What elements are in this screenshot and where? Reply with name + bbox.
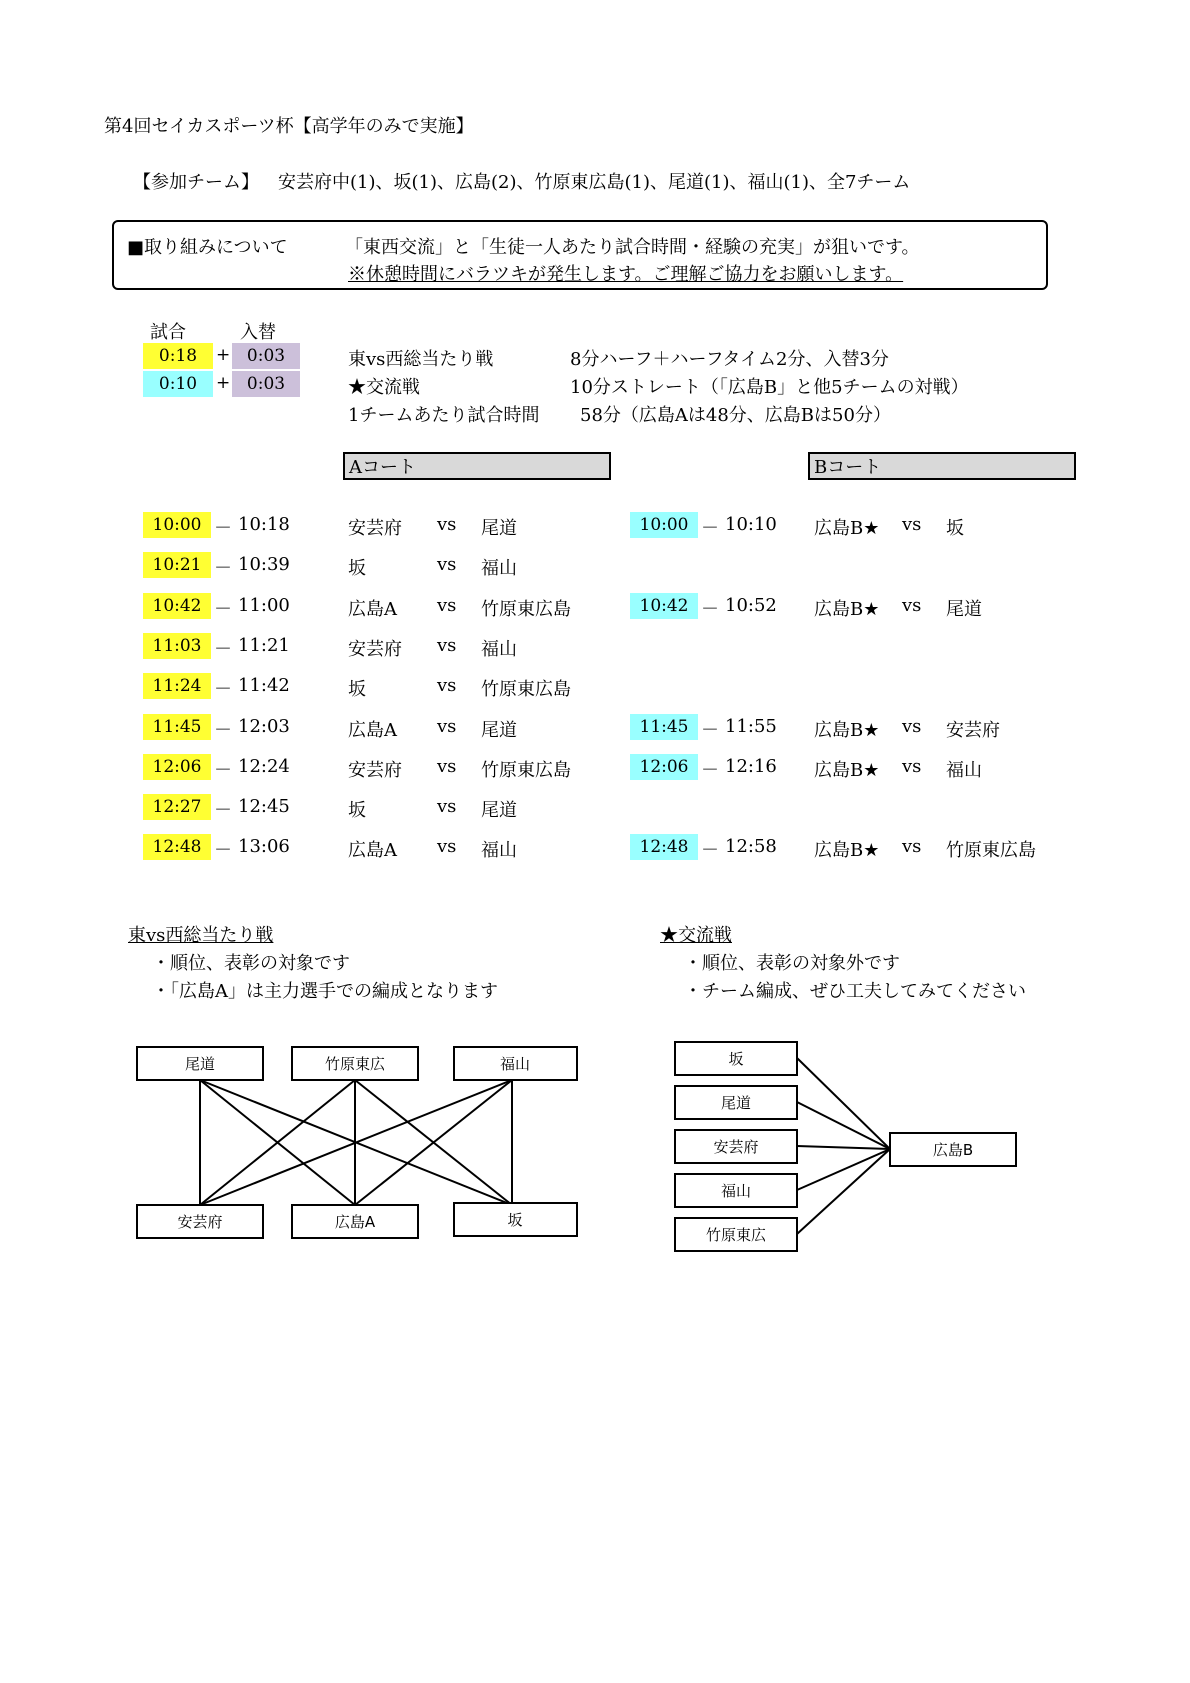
notes-right-item: ・順位、表彰の対象外です <box>684 953 900 974</box>
court-b-vs: vs <box>902 836 922 857</box>
court-a-start-time: 12:27 <box>143 794 211 820</box>
court-b-header: Bコート <box>808 452 1076 480</box>
court-a-start-time: 12:06 <box>143 754 211 780</box>
info-line2: ※休憩時間にバラツキが発生します。ご理解ご協力をお願いします。 <box>348 264 904 285</box>
court-a-away-team: 尾道 <box>481 518 517 539</box>
court-a-end-time: 10:18 <box>238 514 290 535</box>
court-a-away-team: 福山 <box>481 840 517 861</box>
info-line1: 「東西交流」と「生徒一人あたり試合時間・経験の充実」が狙いです。 <box>345 237 920 258</box>
court-b-dash: － <box>701 599 719 620</box>
court-a-end-time: 11:42 <box>238 675 290 696</box>
court-b-end-time: 12:16 <box>725 756 777 777</box>
legend-desc-exchange: 10分ストレート（「広島B」と他5チームの対戦） <box>570 377 969 398</box>
court-a-start-time: 10:21 <box>143 552 211 578</box>
court-b-end-time: 12:58 <box>725 836 777 857</box>
legend-col-change: 入替 <box>240 322 276 343</box>
legend-change-duration-exchange: 0:03 <box>232 371 300 397</box>
exchange-diagram <box>668 1036 1038 1261</box>
court-b-start-time: 10:00 <box>630 512 698 538</box>
diagram-edge <box>797 1102 890 1149</box>
diagram-node-top: 福山 <box>499 1055 531 1073</box>
court-a-vs: vs <box>437 836 457 857</box>
court-a-dash: － <box>214 518 232 539</box>
court-a-away-team: 竹原東広島 <box>481 679 571 700</box>
court-a-dash: － <box>214 800 232 821</box>
diagram-node-top: 尾道 <box>184 1055 216 1073</box>
info-label: ■取り組みについて <box>127 237 288 258</box>
court-b-home-team: 広島B★ <box>814 599 880 620</box>
diagram-edge <box>797 1058 890 1149</box>
legend-total-value: 58分（広島Aは48分、広島Bは50分） <box>580 405 891 426</box>
court-b-away-team: 福山 <box>946 760 982 781</box>
court-a-vs: vs <box>437 716 457 737</box>
court-a-end-time: 11:21 <box>238 635 290 656</box>
legend-col-match: 試合 <box>150 322 186 343</box>
court-a-away-team: 福山 <box>481 639 517 660</box>
diagram-node-bottom: 坂 <box>507 1211 523 1229</box>
court-a-dash: － <box>214 840 232 861</box>
court-a-start-time: 11:03 <box>143 633 211 659</box>
court-b-start-time: 11:45 <box>630 714 698 740</box>
legend-plus: + <box>216 373 231 393</box>
legend-change-duration-league: 0:03 <box>232 343 300 369</box>
court-a-end-time: 10:39 <box>238 554 290 575</box>
court-a-home-team: 坂 <box>348 679 366 700</box>
court-b-vs: vs <box>902 756 922 777</box>
legend-plus: + <box>216 345 231 365</box>
court-a-dash: － <box>214 720 232 741</box>
diagram-node-left: 坂 <box>728 1050 744 1068</box>
teams-label: 【参加チーム】 <box>133 172 259 193</box>
diagram-node-left: 竹原東広 <box>705 1226 767 1244</box>
court-a-vs: vs <box>437 514 457 535</box>
court-a-home-team: 広島A <box>348 599 397 620</box>
court-a-vs: vs <box>437 796 457 817</box>
court-a-start-time: 11:24 <box>143 673 211 699</box>
notes-right-item: ・チーム編成、ぜひ工夫してみてください <box>684 981 1026 1002</box>
court-a-dash: － <box>214 639 232 660</box>
court-a-start-time: 10:42 <box>143 593 211 619</box>
diagram-node-left: 安芸府 <box>713 1138 759 1156</box>
court-b-start-time: 12:06 <box>630 754 698 780</box>
court-a-end-time: 12:24 <box>238 756 290 777</box>
court-a-dash: － <box>214 760 232 781</box>
legend-name-league: 東vs西総当たり戦 <box>348 349 494 370</box>
court-b-dash: － <box>701 760 719 781</box>
court-a-vs: vs <box>437 635 457 656</box>
legend-name-exchange: ★交流戦 <box>348 377 420 398</box>
diagram-node-left: 尾道 <box>720 1094 752 1112</box>
court-b-vs: vs <box>902 514 922 535</box>
court-a-start-time: 10:00 <box>143 512 211 538</box>
notes-left-item: ・順位、表彰の対象です <box>152 953 350 974</box>
court-a-away-team: 竹原東広島 <box>481 760 571 781</box>
court-b-vs: vs <box>902 595 922 616</box>
court-b-away-team: 竹原東広島 <box>946 840 1036 861</box>
court-a-dash: － <box>214 679 232 700</box>
legend-match-duration-exchange: 0:10 <box>143 371 213 397</box>
court-b-home-team: 広島B★ <box>814 720 880 741</box>
teams-text: 安芸府中(1)、坂(1)、広島(2)、竹原東広島(1)、尾道(1)、福山(1)、全7チーム <box>278 172 911 193</box>
diagram-edge <box>797 1149 890 1234</box>
court-b-home-team: 広島B★ <box>814 518 880 539</box>
court-a-start-time: 11:45 <box>143 714 211 740</box>
diagram-edge <box>797 1149 890 1190</box>
diagram-edge <box>797 1146 890 1149</box>
court-a-vs: vs <box>437 554 457 575</box>
legend-match-duration-league: 0:18 <box>143 343 213 369</box>
court-a-header: Aコート <box>343 452 611 480</box>
court-a-home-team: 安芸府 <box>348 639 402 660</box>
court-a-end-time: 12:03 <box>238 716 290 737</box>
notes-left-title: 東vs西総当たり戦 <box>128 925 274 946</box>
legend-total-label: 1チームあたり試合時間 <box>348 405 540 426</box>
court-a-away-team: 尾道 <box>481 800 517 821</box>
court-a-end-time: 11:00 <box>238 595 290 616</box>
court-b-vs: vs <box>902 716 922 737</box>
court-b-away-team: 安芸府 <box>946 720 1000 741</box>
court-a-end-time: 13:06 <box>238 836 290 857</box>
court-a-dash: － <box>214 599 232 620</box>
league-diagram <box>130 1040 590 1250</box>
court-a-vs: vs <box>437 756 457 777</box>
court-b-end-time: 10:52 <box>725 595 777 616</box>
notes-right-title: ★交流戦 <box>660 925 732 946</box>
court-a-home-team: 安芸府 <box>348 518 402 539</box>
court-b-dash: － <box>701 518 719 539</box>
court-a-home-team: 広島A <box>348 840 397 861</box>
court-a-end-time: 12:45 <box>238 796 290 817</box>
diagram-node-bottom: 安芸府 <box>177 1213 223 1231</box>
court-a-away-team: 福山 <box>481 558 517 579</box>
legend-desc-league: 8分ハーフ＋ハーフタイム2分、入替3分 <box>570 349 889 370</box>
diagram-node-left: 福山 <box>720 1182 752 1200</box>
court-b-start-time: 12:48 <box>630 834 698 860</box>
court-a-away-team: 竹原東広島 <box>481 599 571 620</box>
court-b-home-team: 広島B★ <box>814 840 880 861</box>
court-a-home-team: 坂 <box>348 558 366 579</box>
court-b-end-time: 10:10 <box>725 514 777 535</box>
court-a-home-team: 坂 <box>348 800 366 821</box>
notes-left-item: ・「広島A」は主力選手での編成となります <box>152 981 498 1002</box>
court-b-away-team: 坂 <box>946 518 964 539</box>
court-a-home-team: 安芸府 <box>348 760 402 781</box>
court-b-dash: － <box>701 720 719 741</box>
diagram-node-bottom: 広島A <box>334 1213 376 1231</box>
court-b-dash: － <box>701 840 719 861</box>
court-b-end-time: 11:55 <box>725 716 777 737</box>
page-title: 第4回セイカスポーツ杯【高学年のみで実施】 <box>104 116 474 137</box>
court-a-vs: vs <box>437 595 457 616</box>
court-b-start-time: 10:42 <box>630 593 698 619</box>
diagram-node-top: 竹原東広 <box>324 1055 386 1073</box>
court-a-dash: － <box>214 558 232 579</box>
court-a-away-team: 尾道 <box>481 720 517 741</box>
court-b-home-team: 広島B★ <box>814 760 880 781</box>
court-a-start-time: 12:48 <box>143 834 211 860</box>
court-a-home-team: 広島A <box>348 720 397 741</box>
diagram-node-center: 広島B <box>932 1141 974 1159</box>
court-a-vs: vs <box>437 675 457 696</box>
court-b-away-team: 尾道 <box>946 599 982 620</box>
